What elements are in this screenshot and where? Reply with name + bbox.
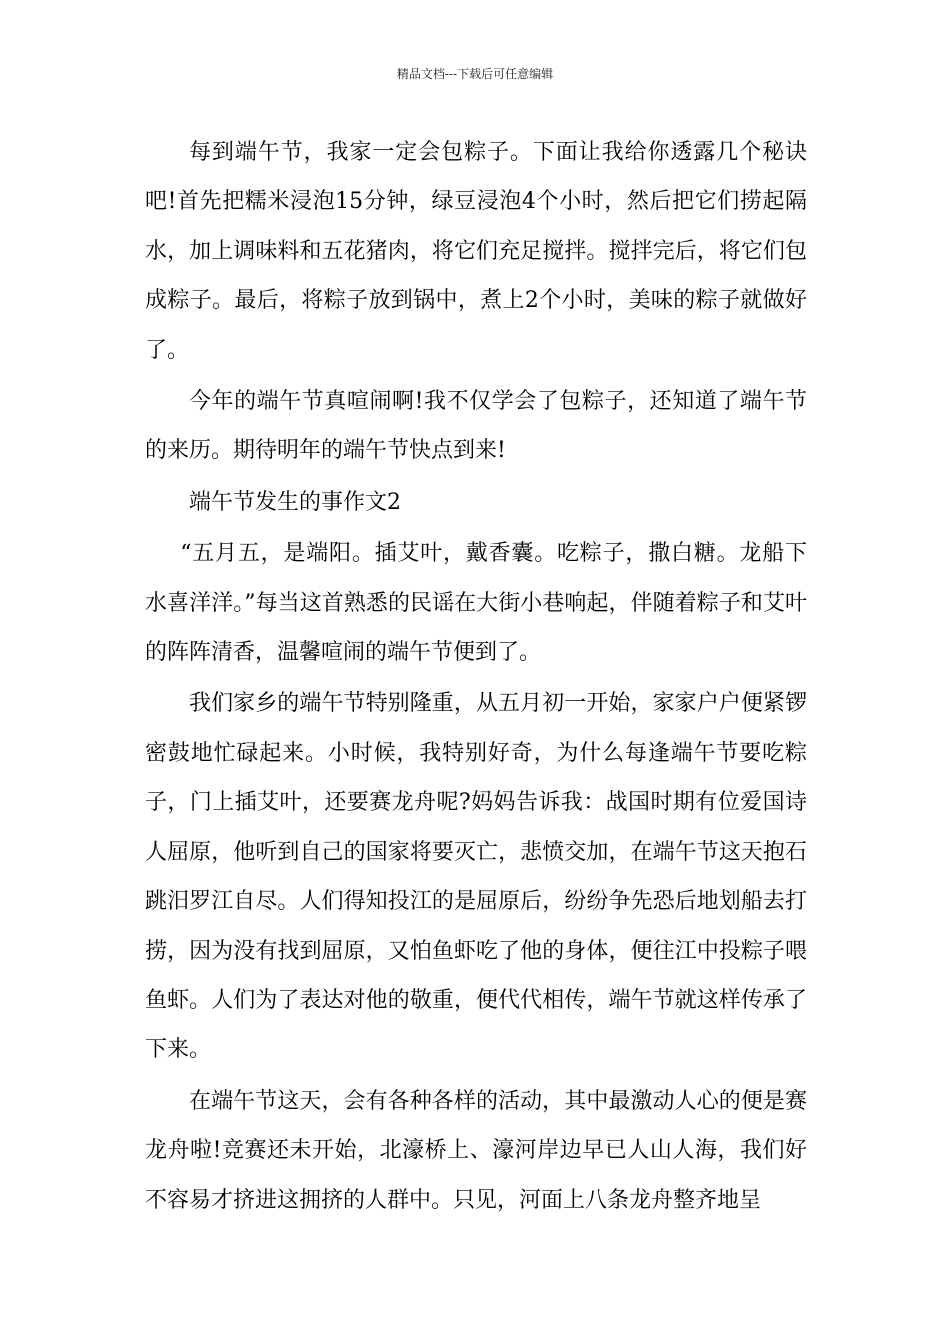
document-body (145, 128, 807, 1227)
paragraph-zongzi-recipe: 每到端午节，我家一定会包粽子。下面让我给你透露几个秘诀吧!首先把糯米浸泡15分钟，绿豆浸泡4个小时，然后把它们捞起隔水，加上调味料和五花猪肉，将它们充足搅拌。搅拌完后，将它们包成粽子。最后，将粽子放到锅中，煮上2个小时，美味的粽子就做好了。 (145, 140, 807, 363)
page-header: 精品文档---下载后可任意编辑 (396, 67, 554, 81)
paragraph-folk-rhyme: “五月五，是端阳。插艾叶，戴香囊。吃粽子，撒白糖。龙船下水喜洋洋。”每当这首熟悉的民谣在大街小巷响起，伴随着粽子和艾叶的阵阵清香，温馨喧闹的端午节便到了。 (145, 541, 807, 666)
essay-title-2: 端午节发生的事作文2 (189, 489, 401, 515)
paragraph-festival-summary: 今年的端午节真喧闹啊!我不仅学会了包粽子，还知道了端午节的来历。期待明年的端午节快点到来! (145, 389, 807, 464)
paragraph-qu-yuan-story: 我们家乡的端午节特别隆重，从五月初一开始，家家户户便紧锣密鼓地忙碌起来。小时候，我特别好奇，为什么每逢端午节要吃粽子，门上插艾叶，还要赛龙舟呢?妈妈告诉我：战国时期有位爱国诗人屈原，他听到自己的国家将要灭亡，悲愤交加，在端午节这天抱石跳汨罗江自尽。人们得知投江的是屈原后，纷纷争先恐后地划船去打捞，因为没有找到屈原，又怕鱼虾吃了他的身体，便往江中投粽子喂鱼虾。人们为了表达对他的敬重，便代代相传，端午节就这样传承了下来。 (145, 691, 807, 1063)
paragraph-dragon-boat-race: 在端午节这天，会有各种各样的活动，其中最激动人心的便是赛龙舟啦!竞赛还未开始，北濠桥上、濠河岸边早已人山人海，我们好不容易才挤进这拥挤的人群中。只见，河面上八条龙舟整齐地呈 (145, 1088, 807, 1213)
